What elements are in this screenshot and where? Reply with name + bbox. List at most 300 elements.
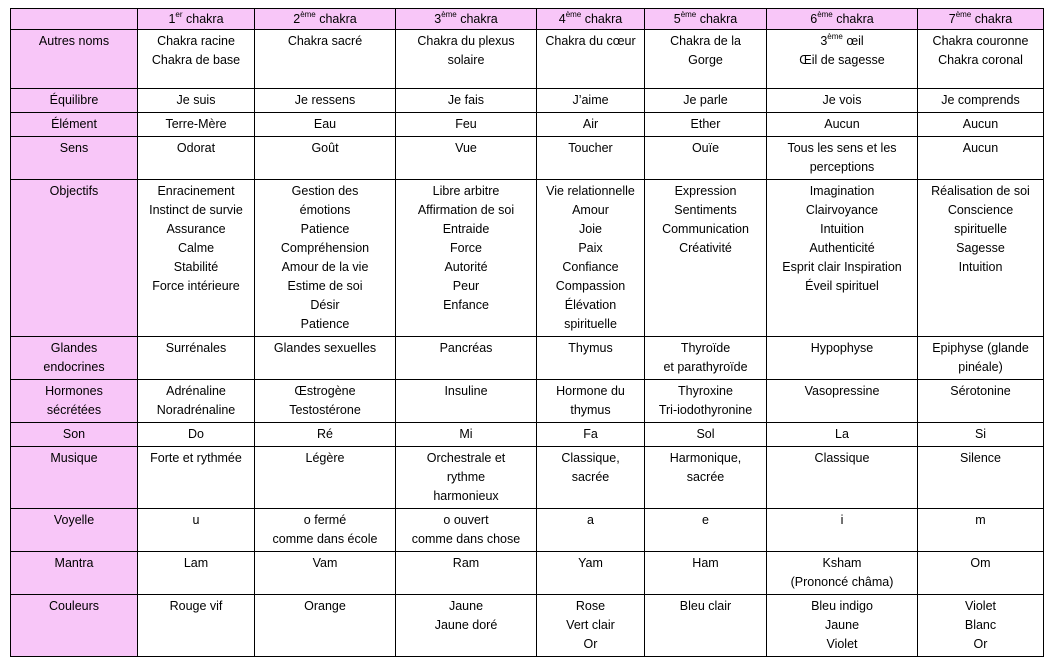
- cell-line: a: [587, 513, 594, 527]
- cell-line: Orange: [304, 599, 346, 613]
- cell-line: Affirmation de soi: [417, 203, 515, 217]
- cell-line: pinéale): [958, 360, 1003, 374]
- cell-line: Je parle: [683, 93, 728, 107]
- cell-line: Adrénaline: [166, 384, 226, 398]
- cell-line: Je fais: [447, 93, 485, 107]
- cell-line: o ouvert: [443, 513, 489, 527]
- cell-line: Do: [188, 427, 204, 441]
- cell-line: Tri-iodothyronine: [658, 403, 753, 417]
- cell-chakra-1: [138, 509, 255, 552]
- cell-line: comme dans école: [272, 532, 378, 546]
- row-label-line: Glandes: [50, 341, 98, 355]
- cell-line: Mi: [459, 427, 473, 441]
- cell-chakra-2: [255, 423, 396, 447]
- cell-chakra-6: [767, 337, 918, 380]
- row-mantra: [11, 552, 1044, 595]
- column-word: chakra: [584, 12, 623, 26]
- cell-line: Libre arbitre: [432, 184, 500, 198]
- row-autres-noms: [11, 30, 1044, 89]
- cell-chakra-1: [138, 595, 255, 657]
- cell-line: Pancréas: [439, 341, 493, 355]
- cell-chakra-4: [537, 552, 645, 595]
- cell-line: sacrée: [686, 470, 725, 484]
- cell-line: Vam: [312, 556, 338, 570]
- cell-line: Air: [582, 117, 599, 131]
- cell-chakra-2: [255, 552, 396, 595]
- cell-line: Classique: [814, 451, 870, 465]
- cell-line: Force intérieure: [152, 279, 240, 293]
- cell-line: Intuition: [958, 260, 1003, 274]
- column-ordinal-suffix: ème: [565, 9, 582, 19]
- column-header-5: [645, 9, 767, 30]
- cell-chakra-6: [767, 552, 918, 595]
- cell-chakra-7: [918, 180, 1044, 337]
- row-label-line: sécrétées: [46, 403, 102, 417]
- cell-line: Ham: [692, 556, 719, 570]
- column-ordinal-suffix: ème: [300, 9, 316, 19]
- cell-chakra-1: [138, 423, 255, 447]
- cell-chakra-5: [645, 113, 767, 137]
- cell-line: Calme: [177, 241, 215, 255]
- header-row: [11, 9, 1044, 30]
- cell-chakra-2: [255, 137, 396, 180]
- cell-chakra-5: [645, 180, 767, 337]
- cell-line: Goût: [311, 141, 339, 155]
- row-label: [11, 113, 138, 137]
- row-label: [11, 552, 138, 595]
- cell-line: Harmonique,: [669, 451, 742, 465]
- cell-chakra-5: [645, 137, 767, 180]
- column-ordinal-suffix: ème: [817, 9, 833, 19]
- row-label: [11, 380, 138, 423]
- cell-chakra-7: [918, 337, 1044, 380]
- cell-chakra-6: [767, 509, 918, 552]
- column-number: 6: [810, 12, 818, 26]
- cell-chakra-2: [255, 30, 396, 89]
- row-glandes: [11, 337, 1044, 380]
- cell-line: Élévation: [564, 298, 617, 312]
- cell-chakra-3: [396, 509, 537, 552]
- cell-chakra-6: [767, 380, 918, 423]
- row-label-line: Son: [62, 427, 86, 441]
- column-ordinal-suffix: ème: [441, 9, 457, 19]
- row-musique: [11, 447, 1044, 509]
- column-word: chakra: [319, 12, 357, 26]
- cell-line: i: [840, 513, 844, 527]
- cell-line: Violet: [964, 599, 997, 613]
- cell-line: Jaune: [448, 599, 484, 613]
- cell-line: Thyroïde: [680, 341, 731, 355]
- cell-line: Si: [974, 427, 987, 441]
- cell-chakra-4: [537, 595, 645, 657]
- cell-chakra-6: [767, 423, 918, 447]
- cell-line: comme dans chose: [411, 532, 521, 546]
- cell-chakra-4: [537, 113, 645, 137]
- cell-chakra-7: [918, 447, 1044, 509]
- cell-chakra-7: [918, 30, 1044, 89]
- cell-line: thymus: [570, 403, 611, 417]
- cell-chakra-1: [138, 113, 255, 137]
- cell-line: émotions: [299, 203, 351, 217]
- column-ordinal-suffix: er: [175, 9, 183, 19]
- cell-line: u: [192, 513, 200, 527]
- cell-line: Patience: [300, 317, 350, 331]
- cell-chakra-4: [537, 89, 645, 113]
- row-label-line: Mantra: [54, 556, 94, 570]
- cell-line: e: [702, 513, 709, 527]
- cell-line: [770, 32, 914, 51]
- cell-line: sacrée: [571, 470, 610, 484]
- cell-line: Testostérone: [289, 403, 361, 417]
- cell-chakra-7: [918, 89, 1044, 113]
- cell-chakra-2: [255, 180, 396, 337]
- cell-line: Yam: [578, 556, 603, 570]
- cell-line: Esprit clair Inspiration: [782, 260, 902, 274]
- row-couleurs: [11, 595, 1044, 657]
- row-sens: [11, 137, 1044, 180]
- cell-line: Terre-Mère: [165, 117, 227, 131]
- cell-line: J’aime: [572, 93, 609, 107]
- cell-line: Bleu clair: [679, 599, 732, 613]
- row-label-line: Sens: [59, 141, 89, 155]
- cell-line: Chakra du plexus: [417, 34, 515, 48]
- cell-line: Orchestrale et: [426, 451, 506, 465]
- cell-line: perceptions: [809, 160, 875, 174]
- cell-line: Silence: [960, 451, 1001, 465]
- cell-line: Chakra sacré: [287, 34, 363, 48]
- column-word: chakra: [974, 12, 1013, 26]
- row-label-line: Voyelle: [53, 513, 95, 527]
- row-equilibre: [11, 89, 1044, 113]
- cell-chakra-6: [767, 30, 918, 89]
- cell-line: Thyroxine: [678, 384, 733, 398]
- row-label: [11, 595, 138, 657]
- cell-line: Estime de soi: [287, 279, 363, 293]
- cell-line: Vue: [455, 141, 477, 155]
- cell-chakra-7: [918, 113, 1044, 137]
- cell-line: Ether: [690, 117, 721, 131]
- cell-line: Gorge: [688, 53, 723, 67]
- cell-line: Or: [973, 637, 988, 651]
- row-label-line: Hormones: [45, 384, 103, 398]
- row-label: [11, 180, 138, 337]
- cell-chakra-3: [396, 30, 537, 89]
- column-word: chakra: [186, 12, 224, 26]
- cell-line: Jaune: [824, 618, 860, 632]
- cell-chakra-1: [138, 137, 255, 180]
- cell-line: Je ressens: [294, 93, 356, 107]
- cell-chakra-1: [138, 180, 255, 337]
- cell-line: Stabilité: [173, 260, 219, 274]
- cell-line: Sentiments: [674, 203, 737, 217]
- column-header-3: [396, 9, 537, 30]
- cell-chakra-7: [918, 423, 1044, 447]
- cell-chakra-1: [138, 89, 255, 113]
- cell-chakra-5: [645, 423, 767, 447]
- cell-line: Sagesse: [956, 241, 1005, 255]
- cell-line: Glandes sexuelles: [273, 341, 377, 355]
- cell-line: Rose: [575, 599, 606, 613]
- cell-line: o fermé: [303, 513, 347, 527]
- cell-chakra-4: [537, 447, 645, 509]
- ordinal-number: 3: [820, 34, 828, 48]
- cell-chakra-1: [138, 380, 255, 423]
- cell-line: Aucun: [962, 141, 999, 155]
- ordinal-word: œil: [846, 34, 864, 48]
- cell-line: Eau: [313, 117, 337, 131]
- cell-line: Toucher: [568, 141, 613, 155]
- cell-line: Hormone du: [556, 384, 625, 398]
- cell-line: Forte et rythmée: [150, 451, 242, 465]
- cell-chakra-5: [645, 447, 767, 509]
- cell-line: Intuition: [820, 222, 864, 236]
- cell-line: Imagination: [809, 184, 875, 198]
- cell-line: Enfance: [443, 298, 489, 312]
- cell-line: Réalisation de soi: [931, 184, 1030, 198]
- cell-chakra-2: [255, 380, 396, 423]
- cell-line: rythme: [446, 470, 486, 484]
- cell-chakra-7: [918, 137, 1044, 180]
- cell-line: Insuline: [444, 384, 488, 398]
- cell-chakra-6: [767, 595, 918, 657]
- column-number: 3: [434, 12, 442, 26]
- column-number: 7: [948, 12, 956, 26]
- cell-line: Om: [970, 556, 991, 570]
- cell-line: Chakra de la: [670, 34, 741, 48]
- cell-line: Chakra de base: [151, 53, 241, 67]
- column-number: 5: [673, 12, 681, 26]
- column-header-6: [767, 9, 918, 30]
- cell-chakra-6: [767, 447, 918, 509]
- cell-line: Violet: [826, 637, 858, 651]
- cell-line: Légère: [305, 451, 345, 465]
- cell-line: Vasopressine: [804, 384, 880, 398]
- cell-chakra-3: [396, 552, 537, 595]
- cell-line: et parathyroïde: [663, 360, 748, 374]
- chakra-table: [10, 8, 1044, 657]
- row-label: [11, 447, 138, 509]
- cell-line: Entraide: [442, 222, 490, 236]
- cell-line: Chakra racine: [157, 34, 235, 48]
- corner-cell: [11, 9, 138, 30]
- cell-line: Autorité: [444, 260, 488, 274]
- column-header-1: [138, 9, 255, 30]
- cell-line: Expression: [674, 184, 737, 198]
- cell-chakra-1: [138, 337, 255, 380]
- cell-line: Amour de la vie: [281, 260, 369, 274]
- cell-line: (Prononcé châma): [790, 575, 894, 589]
- cell-line: spirituelle: [954, 222, 1007, 236]
- cell-chakra-7: [918, 380, 1044, 423]
- cell-chakra-3: [396, 380, 537, 423]
- cell-line: Or: [583, 637, 598, 651]
- cell-line: Ram: [452, 556, 480, 570]
- cell-chakra-3: [396, 137, 537, 180]
- row-label: [11, 89, 138, 113]
- cell-line: Tous les sens et les: [787, 141, 897, 155]
- cell-line: Assurance: [166, 222, 226, 236]
- cell-line: m: [975, 513, 986, 527]
- cell-line: Ksham: [822, 556, 862, 570]
- cell-chakra-4: [537, 423, 645, 447]
- cell-chakra-4: [537, 180, 645, 337]
- cell-line: Vert clair: [566, 618, 615, 632]
- cell-chakra-3: [396, 423, 537, 447]
- cell-line: Instinct de survie: [149, 203, 243, 217]
- cell-chakra-6: [767, 180, 918, 337]
- row-son: [11, 423, 1044, 447]
- cell-chakra-3: [396, 595, 537, 657]
- cell-chakra-3: [396, 447, 537, 509]
- cell-line: Communication: [662, 222, 749, 236]
- cell-chakra-6: [767, 89, 918, 113]
- row-label: [11, 509, 138, 552]
- row-label: [11, 30, 138, 89]
- cell-line: Gestion des: [291, 184, 359, 198]
- row-label-line: Autres noms: [38, 34, 110, 48]
- cell-line: Confiance: [562, 260, 619, 274]
- cell-chakra-2: [255, 509, 396, 552]
- cell-line: Feu: [455, 117, 477, 131]
- cell-line: Chakra du cœur: [545, 34, 636, 48]
- column-word: chakra: [836, 12, 874, 26]
- cell-chakra-3: [396, 180, 537, 337]
- cell-line: Fa: [583, 427, 598, 441]
- cell-line: Sérotonine: [950, 384, 1011, 398]
- row-label-line: Équilibre: [49, 93, 99, 107]
- ordinal-suffix: ème: [827, 31, 843, 41]
- column-ordinal-suffix: ème: [680, 9, 697, 19]
- cell-line: Je comprends: [941, 93, 1020, 107]
- cell-chakra-4: [537, 30, 645, 89]
- column-number: 1: [168, 12, 176, 26]
- cell-line: Œstrogène: [294, 384, 356, 398]
- row-label-line: Musique: [50, 451, 98, 465]
- cell-chakra-5: [645, 509, 767, 552]
- cell-line: Sol: [696, 427, 715, 441]
- cell-line: Odorat: [176, 141, 216, 155]
- cell-chakra-4: [537, 337, 645, 380]
- cell-chakra-4: [537, 380, 645, 423]
- cell-chakra-1: [138, 447, 255, 509]
- cell-chakra-5: [645, 89, 767, 113]
- cell-line: Rouge vif: [169, 599, 223, 613]
- row-label: [11, 137, 138, 180]
- row-voyelle: [11, 509, 1044, 552]
- column-number: 2: [293, 12, 301, 26]
- row-label-line: Objectifs: [49, 184, 99, 198]
- column-word: chakra: [699, 12, 738, 26]
- cell-line: Hypophyse: [810, 341, 874, 355]
- cell-line: Peur: [452, 279, 480, 293]
- cell-line: Aucun: [962, 117, 999, 131]
- column-header-2: [255, 9, 396, 30]
- cell-chakra-5: [645, 552, 767, 595]
- cell-line: Conscience: [947, 203, 1014, 217]
- cell-line: Je suis: [176, 93, 216, 107]
- cell-chakra-2: [255, 113, 396, 137]
- cell-line: Clairvoyance: [805, 203, 879, 217]
- cell-chakra-4: [537, 509, 645, 552]
- cell-line: Chakra couronne: [932, 34, 1029, 48]
- cell-chakra-1: [138, 552, 255, 595]
- cell-line: Surrénales: [165, 341, 227, 355]
- cell-line: Compréhension: [280, 241, 370, 255]
- cell-line: Noradrénaline: [156, 403, 236, 417]
- cell-line: Ré: [317, 427, 333, 441]
- cell-line: Blanc: [964, 618, 997, 632]
- cell-line: Epiphyse (glande: [932, 341, 1029, 355]
- row-objectifs: [11, 180, 1044, 337]
- cell-chakra-2: [255, 89, 396, 113]
- cell-line: Patience: [300, 222, 350, 236]
- cell-line: spirituelle: [564, 317, 617, 331]
- cell-line: Œil de sagesse: [799, 53, 885, 67]
- row-element: [11, 113, 1044, 137]
- cell-chakra-7: [918, 552, 1044, 595]
- cell-chakra-1: [138, 30, 255, 89]
- row-label-line: Élément: [51, 117, 97, 131]
- cell-line: Jaune doré: [434, 618, 498, 632]
- cell-chakra-3: [396, 113, 537, 137]
- cell-chakra-5: [645, 337, 767, 380]
- cell-line: Compassion: [555, 279, 626, 293]
- row-label: [11, 337, 138, 380]
- cell-chakra-5: [645, 30, 767, 89]
- cell-chakra-7: [918, 595, 1044, 657]
- column-ordinal-suffix: ème: [955, 9, 972, 19]
- cell-line: Aucun: [824, 117, 860, 131]
- cell-line: Chakra coronal: [938, 53, 1023, 67]
- column-header-4: [537, 9, 645, 30]
- cell-line: Désir: [310, 298, 340, 312]
- cell-line: Joie: [579, 222, 602, 236]
- column-word: chakra: [460, 12, 498, 26]
- cell-line: Authenticité: [809, 241, 875, 255]
- row-label-line: Couleurs: [48, 599, 100, 613]
- cell-line: Vie relationnelle: [546, 184, 635, 198]
- column-header-7: [918, 9, 1044, 30]
- cell-chakra-3: [396, 89, 537, 113]
- cell-chakra-2: [255, 595, 396, 657]
- cell-line: Ouïe: [691, 141, 720, 155]
- cell-line: Lam: [183, 556, 209, 570]
- cell-chakra-2: [255, 337, 396, 380]
- cell-line: Force: [450, 241, 482, 255]
- row-label: [11, 423, 138, 447]
- cell-line: Classique,: [561, 451, 620, 465]
- cell-chakra-2: [255, 447, 396, 509]
- cell-line: Bleu indigo: [811, 599, 873, 613]
- row-label-line: endocrines: [43, 360, 105, 374]
- cell-line: Enracinement: [157, 184, 235, 198]
- cell-line: Amour: [572, 203, 609, 217]
- cell-line: Paix: [578, 241, 603, 255]
- cell-chakra-6: [767, 137, 918, 180]
- cell-chakra-5: [645, 595, 767, 657]
- cell-line: Thymus: [568, 341, 613, 355]
- cell-line: Créativité: [679, 241, 732, 255]
- cell-line: Éveil spirituel: [805, 279, 879, 293]
- column-number: 4: [558, 12, 566, 26]
- cell-chakra-5: [645, 380, 767, 423]
- cell-line: Je vois: [822, 93, 862, 107]
- cell-line: La: [835, 427, 849, 441]
- cell-line: harmonieux: [433, 489, 499, 503]
- row-hormones: [11, 380, 1044, 423]
- cell-chakra-3: [396, 337, 537, 380]
- cell-chakra-7: [918, 509, 1044, 552]
